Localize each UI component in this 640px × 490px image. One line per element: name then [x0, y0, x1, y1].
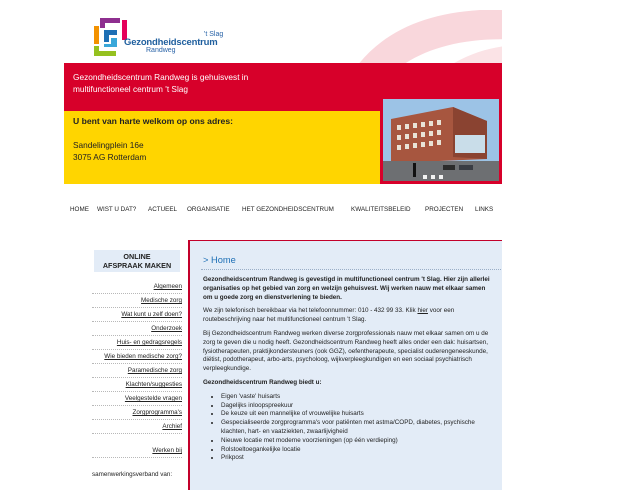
offers-heading: Gezondheidscentrum Randweg biedt u:	[203, 378, 322, 386]
online-line2: AFSPRAAK MAKEN	[102, 261, 172, 270]
address	[73, 139, 146, 163]
sidebar-item-huis-en-gedragsregels[interactable]: Huis- en gedragsregels	[92, 336, 182, 350]
logo-tag: 't Slag	[204, 31, 224, 38]
samenwerkingsverband-label: samenwerkingsverband van:	[92, 471, 173, 478]
main-content	[188, 240, 502, 490]
online-appointment-button[interactable]	[94, 250, 180, 272]
breadcrumb: > Home	[203, 255, 236, 265]
nav-het-gezondheidscentrum[interactable]: HET GEZONDHEIDSCENTRUM	[242, 206, 334, 213]
sidebar-menu	[92, 280, 182, 481]
logo-sub: Randweg	[146, 47, 176, 54]
sidebar-item-medische-zorg[interactable]: Medische zorg	[92, 294, 182, 308]
list-item: • Prikpost	[221, 454, 495, 463]
sidebar-item-wie-bieden-medische-zorg[interactable]: Wie bieden medische zorg?	[92, 350, 182, 364]
online-line1: ONLINE	[123, 252, 151, 261]
contact-text-after: voor een routebeschrijving naar het multifunctioneel centrum 't Slag.	[203, 307, 455, 324]
sidebar-item-archief[interactable]: Archief	[92, 420, 182, 434]
nav-organisatie[interactable]: ORGANISATIE	[187, 206, 230, 213]
sidebar-item-klachten[interactable]: Klachten/suggesties	[92, 378, 182, 392]
nav-links[interactable]: LINKS	[475, 206, 494, 213]
banner-text: Gezondheidscentrum Randweg is gehuisvest in multifunctioneel centrum 't Slag	[73, 72, 249, 94]
sidebar-item-veelgestelde-vragen[interactable]: Veelgestelde vragen	[92, 392, 182, 406]
building-photo-image	[383, 99, 499, 181]
sidebar-item-werken-bij[interactable]: Werken bij	[92, 444, 182, 458]
sidebar-item-zorgprogrammas[interactable]: Zorgprogramma's	[92, 406, 182, 420]
logo[interactable]	[90, 14, 230, 58]
welcome-heading: U bent van harte welkom op ons adres:	[73, 116, 233, 126]
divider	[201, 269, 501, 270]
address-line2: 3075 AG Rotterdam	[73, 152, 147, 162]
nav-home[interactable]: HOME	[70, 206, 89, 213]
route-link[interactable]: hier	[417, 307, 428, 315]
main-nav	[64, 206, 502, 220]
sidebar-item-paramedische-zorg[interactable]: Paramedische zorg	[92, 364, 182, 378]
nav-actueel[interactable]: ACTUEEL	[148, 206, 178, 213]
logo-name: Gezondheidscentrum	[124, 37, 218, 48]
sidebar-item-onderzoek[interactable]: Onderzoek	[92, 322, 182, 336]
offers-list	[203, 393, 495, 463]
list-item: • De keuze uit een mannelijke of vrouwelijke huisarts	[221, 410, 495, 419]
list-item: • Gespecialiseerde zorgprogramma's voor patiënten met astma/COPD, diabetes, psychische klachten, hart- en vaatziekten, zwaarlijvigheid	[221, 419, 495, 437]
nav-projecten[interactable]: PROJECTEN	[425, 206, 464, 213]
list-item: • Nieuwe locatie met moderne voorzieningen (op één verdieping)	[221, 437, 495, 446]
building-photo	[380, 96, 502, 184]
content-body	[203, 276, 495, 463]
contact-text-before: We zijn telefonisch bereikbaar via het telefoonnummer: 010 - 432 99 33. Klik	[203, 307, 418, 315]
nav-wist-u-dat[interactable]: WIST U DAT?	[97, 206, 137, 213]
intro-paragraph: Gezondheidscentrum Randweg is gevestigd in multifunctioneel centrum 't Slag. Hier zijn allerlei organisaties op het gebied van zorg en welzijn gehuisvest. Wij werken nauw met elkaar samen om u goede zorg en dienstverlening te bieden.	[203, 276, 490, 301]
sidebar-gap	[92, 458, 182, 468]
header	[64, 10, 502, 63]
list-item: • Eigen 'vaste' huisarts	[221, 393, 495, 402]
list-item: • Rolstoeltoegankelijke locatie	[221, 446, 495, 455]
sidebar-item-algemeen[interactable]: Algemeen	[92, 280, 182, 294]
page	[64, 10, 502, 480]
decorative-swoosh	[302, 10, 502, 63]
logo-mark-icon	[90, 14, 130, 58]
sidebar-item-wat-kunt-u-zelf-doen[interactable]: Wat kunt u zelf doen?	[92, 308, 182, 322]
address-line1: Sandelingplein 16e	[73, 140, 144, 150]
staff-paragraph: Bij Gezondheidscentrum Randweg werken diverse zorgprofessionals nauw met elkaar samen om u de zorg te geven die u nodig heeft. Gezondheidscentrum Randweg heeft alles onder een dak: huisartsen, fysiotherapeuten, praktijkondersteuners (ook GGZ), oefentherapeute, specialist ouderengeneeskunde, diëtist, podotherapeut, arbo-arts, psycholoog, wijkverpleegkundigen en een sociaal psychiatrisch verpleegkundige.	[203, 329, 489, 373]
list-item: • Dagelijks inloopspreekuur	[221, 402, 495, 411]
banner-yellow	[64, 111, 380, 184]
sidebar-gap	[92, 434, 182, 444]
nav-kwaliteitsbeleid[interactable]: KWALITEITSBELEID	[351, 206, 411, 213]
contact-paragraph	[203, 307, 495, 325]
